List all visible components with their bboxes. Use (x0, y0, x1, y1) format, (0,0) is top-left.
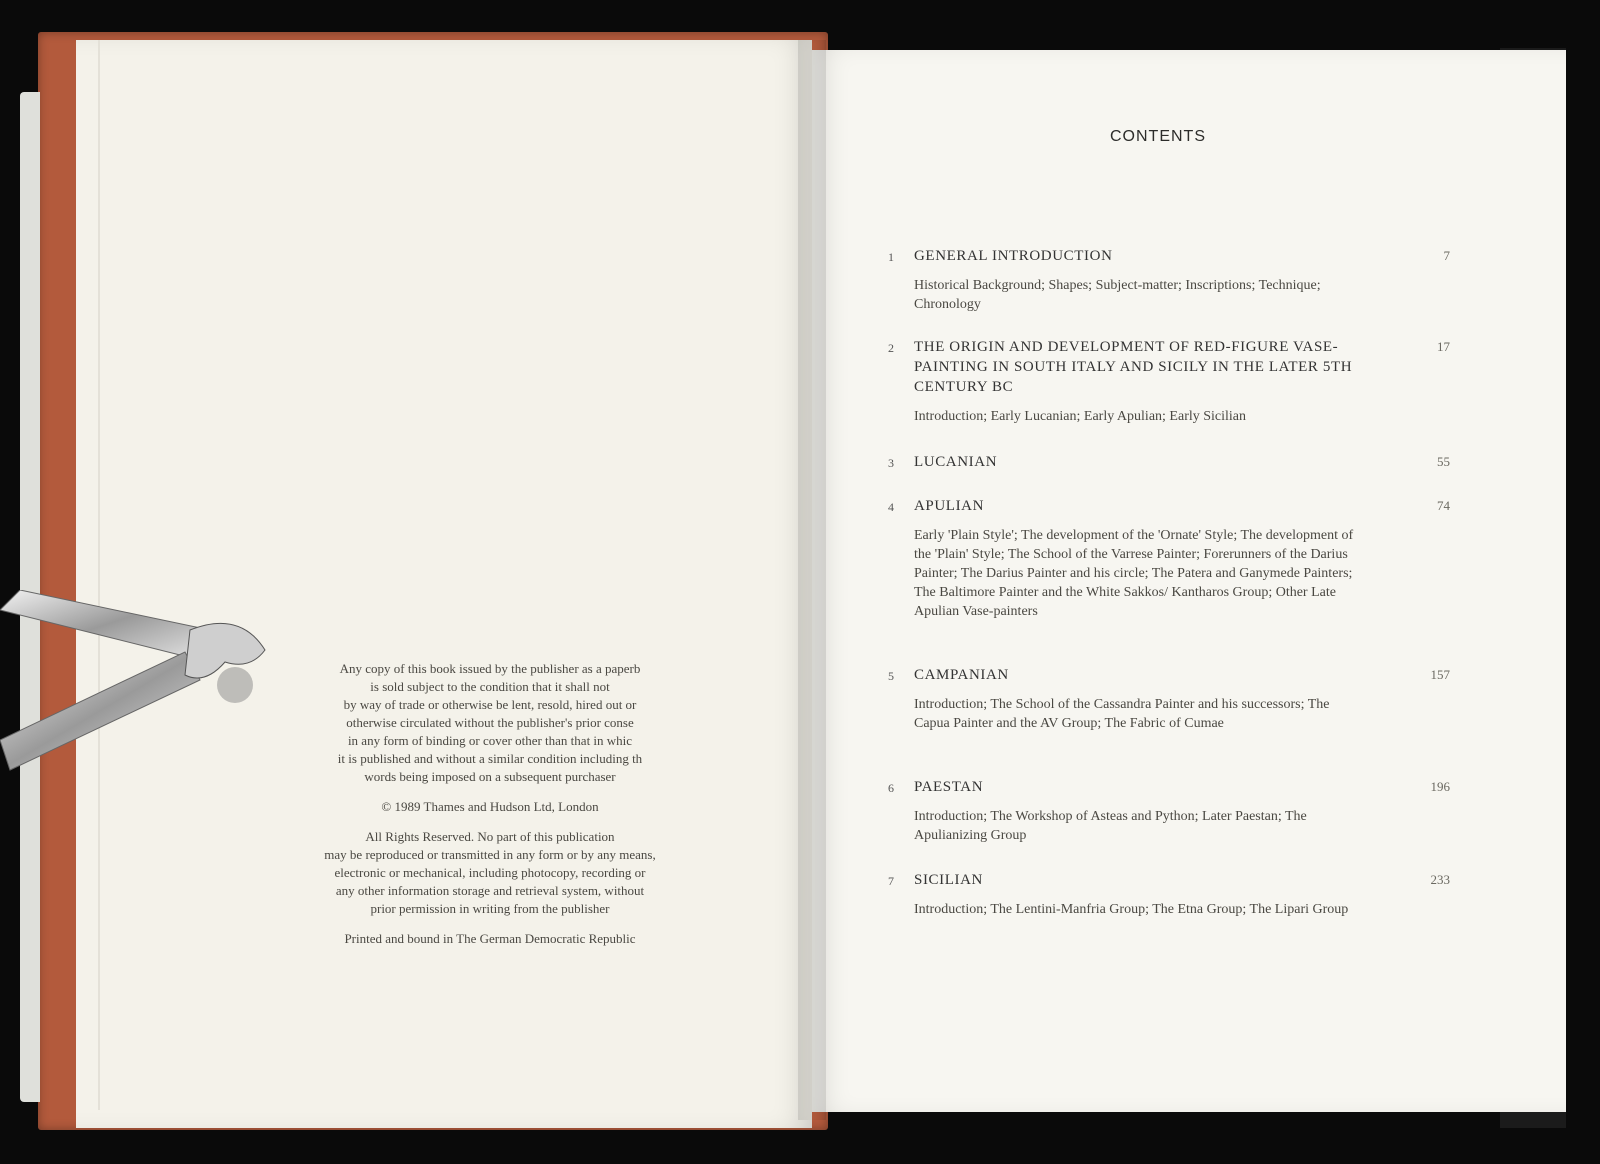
chapter-number: 7 (888, 874, 894, 888)
rights-line: electronic or mechanical, including photocopy, recording or (334, 865, 646, 880)
chapter-subsections: Introduction; The Lentini-Manfria Group; The Etna Group; The Lipari Group (914, 902, 1349, 917)
chapter-subsections: Introduction; The Workshop of Asteas and Python; Later Paestan; The Apulianizing Group (914, 809, 1307, 843)
page-number: 55 (1437, 454, 1450, 469)
left-page (76, 40, 812, 1128)
rights-line: All Rights Reserved. No part of this publication (365, 829, 615, 844)
imprint-line: words being imposed on a subsequent purchaser (364, 769, 616, 784)
rights-line: prior permission in writing from the publisher (370, 901, 610, 916)
page-number: 74 (1437, 498, 1450, 513)
ornamental-page-clip (0, 590, 280, 790)
chapter-subsections: Early 'Plain Style'; The development of the 'Ornate' Style; The development of the 'Plain' Style; The School of the Varrese Painter; Forerunners of the Darius Painter; The Darius Painter and his circle; The Patera and Ganymede Painters; The Baltimore Painter and the White Sakkos/ Kantharos Group; Other Late Apulian Vase-painters (914, 528, 1354, 619)
imprint-block (270, 660, 710, 960)
imprint-line: Any copy of this book issued by the publisher as a paperb (339, 661, 641, 676)
contents-entry (890, 496, 1450, 621)
book-gutter (798, 40, 826, 1120)
chapter-title: APULIAN (914, 498, 985, 514)
contents-entry (890, 246, 1450, 314)
contents-heading: CONTENTS (1110, 128, 1206, 145)
chapter-title: SICILIAN (914, 872, 983, 888)
chapter-subsections: Historical Background; Shapes; Subject-matter; Inscriptions; Technique; Chronology (914, 278, 1321, 312)
rights-notice (270, 828, 710, 918)
rights-line: may be reproduced or transmitted in any form or by any means, (324, 847, 656, 862)
chapter-title: CAMPANIAN (914, 667, 1009, 683)
contents-entry (890, 870, 1450, 919)
imprint-line: by way of trade or otherwise be lent, resold, hired out or (343, 697, 637, 712)
rights-line: any other information storage and retrieval system, without (335, 883, 645, 898)
page-number: 233 (1430, 872, 1450, 887)
chapter-number: 2 (888, 341, 894, 355)
printed-line: Printed and bound in The German Democratic Republic (344, 931, 636, 946)
contents-entry (890, 665, 1450, 733)
copyright-line: © 1989 Thames and Hudson Ltd, London (381, 799, 599, 814)
copy-condition-notice (270, 660, 710, 786)
page-number: 157 (1430, 667, 1450, 682)
chapter-number: 6 (888, 781, 894, 795)
chapter-number: 3 (888, 456, 894, 470)
chapter-title: LUCANIAN (914, 454, 998, 470)
chapter-number: 5 (888, 669, 894, 683)
contents-entry (890, 452, 1450, 472)
contents-entry (890, 777, 1450, 845)
chapter-subsections: Introduction; The School of the Cassandra Painter and his successors; The Capua Painter and the AV Group; The Fabric of Cumae (914, 697, 1330, 731)
chapter-title: THE ORIGIN AND DEVELOPMENT OF RED-FIGURE VASE-PAINTING IN SOUTH ITALY AND SICILY IN THE LATER 5TH CENTURY BC (914, 339, 1353, 395)
imprint-line: in any form of binding or cover other than that in whic (347, 733, 633, 748)
chapter-number: 1 (888, 250, 894, 264)
page-number: 7 (1443, 248, 1450, 263)
imprint-line: is sold subject to the condition that it shall not (370, 679, 610, 694)
chapter-subsections: Introduction; Early Lucanian; Early Apulian; Early Sicilian (914, 409, 1247, 424)
chapter-title: PAESTAN (914, 779, 984, 795)
page-edge-line (98, 40, 100, 1110)
chapter-number: 4 (888, 500, 894, 514)
chapter-title: GENERAL INTRODUCTION (914, 248, 1113, 264)
page-number: 196 (1430, 779, 1450, 794)
imprint-line: it is published and without a similar condition including th (337, 751, 643, 766)
imprint-line: otherwise circulated without the publisher's prior conse (346, 715, 634, 730)
page-number: 17 (1437, 339, 1450, 354)
contents-entry (890, 337, 1450, 426)
